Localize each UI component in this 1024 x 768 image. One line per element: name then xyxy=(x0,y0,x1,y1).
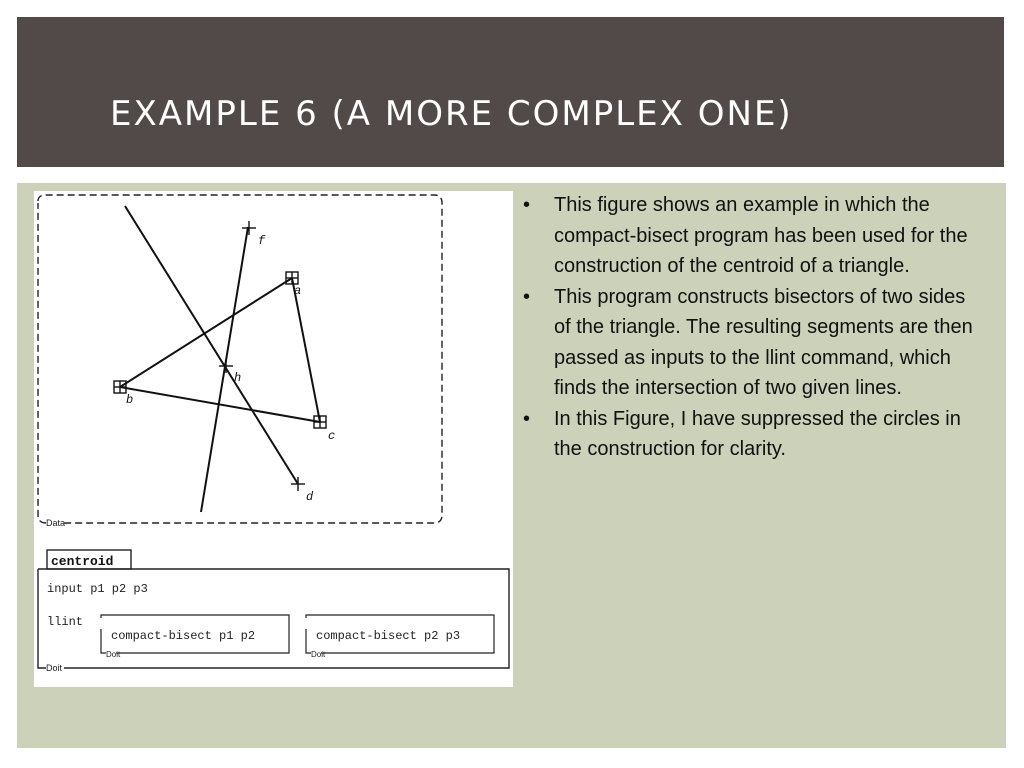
vertex-marker-a xyxy=(286,272,298,284)
centroid-tab-label: centroid xyxy=(51,554,114,569)
point-label-f: f xyxy=(258,234,266,248)
point-label-a: a xyxy=(294,284,302,298)
call-box-1-text: compact-bisect p1 p2 xyxy=(111,629,256,643)
bullet-item xyxy=(520,190,980,282)
bullet-item xyxy=(520,404,980,465)
vertex-marker-c xyxy=(314,416,326,428)
bullet-text: This program constructs bisectors of two sides of the triangle. The resulting segments are then passed as inputs to the llint command, which finds the intersection of two given lines. xyxy=(554,285,973,399)
slide-title: EXAMPLE 6 (A MORE COMPLEX ONE) xyxy=(110,94,793,134)
point-label-b: b xyxy=(126,393,134,407)
bullet-symbol: • xyxy=(523,407,531,430)
bullet-symbol: • xyxy=(523,194,531,216)
code-llint-line: llint xyxy=(47,615,84,629)
geometry-figure xyxy=(34,191,513,687)
side-ab xyxy=(120,278,292,387)
figure-scan xyxy=(34,191,513,687)
bullet-term: compact-bisect xyxy=(554,224,689,247)
point-label-c: c xyxy=(328,429,336,443)
line-through-f xyxy=(201,227,248,512)
program-doit-label: Doit xyxy=(46,663,63,673)
vertex-marker-b xyxy=(114,381,126,393)
bullet-text: program has been used for the construction of the centroid of a triangle. xyxy=(554,224,968,277)
bullet-symbol: • xyxy=(523,285,531,308)
data-frame-label: Data xyxy=(46,518,66,528)
call-box-1-doit: Doit xyxy=(106,650,121,659)
bullet-text: In this Figure, I have suppressed the circles in the construction for clarity. xyxy=(554,407,961,460)
call-box-2-text: compact-bisect p2 p3 xyxy=(316,629,461,643)
data-frame xyxy=(38,195,442,523)
point-marker-f xyxy=(242,221,256,235)
call-box-2-doit: Doit xyxy=(311,650,326,659)
slide-header xyxy=(17,17,1004,167)
point-label-d: d xyxy=(306,490,314,504)
bullet-text: This figure shows an example in which the xyxy=(554,194,930,216)
point-label-h: h xyxy=(234,371,242,385)
side-ac xyxy=(292,278,320,422)
point-marker-d xyxy=(291,477,305,491)
code-input-line: input p1 p2 p3 xyxy=(47,582,148,596)
bullet-item xyxy=(520,282,980,404)
bullet-list xyxy=(520,190,980,465)
